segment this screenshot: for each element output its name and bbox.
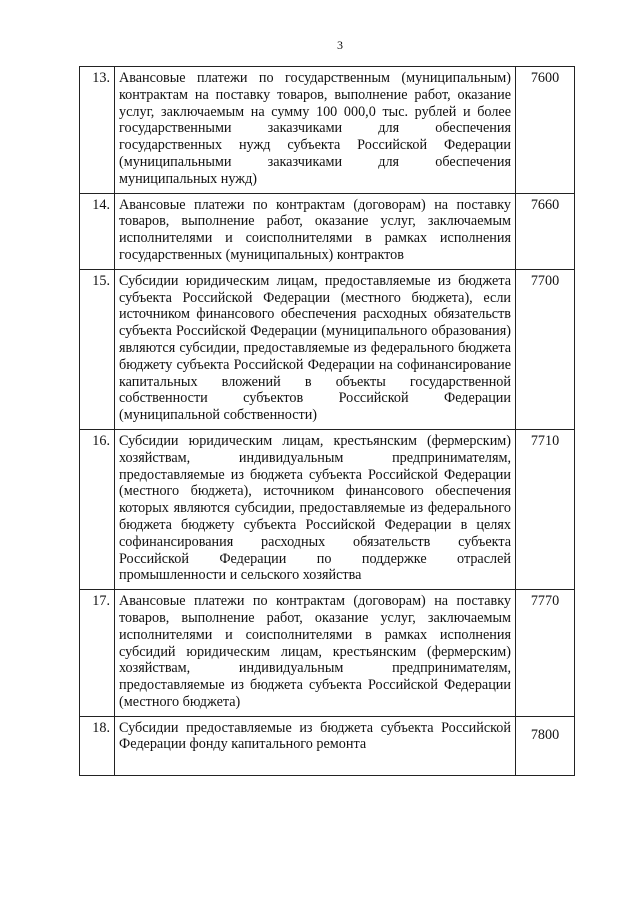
row-number: 14. xyxy=(80,193,115,269)
row-number: 17. xyxy=(80,590,115,717)
table-row xyxy=(80,716,575,775)
table-row xyxy=(80,269,575,429)
budget-codes-table xyxy=(79,66,575,776)
row-description: Авансовые платежи по контрактам (договорам) на поставку товаров, выполнение работ, оказание услуг, заключаемым исполнителями и соисполнителями в рамках исполнения государственных (муниципальных) контрактов xyxy=(115,193,516,269)
row-number: 13. xyxy=(80,67,115,194)
table-row xyxy=(80,193,575,269)
table-row xyxy=(80,67,575,194)
row-code: 7710 xyxy=(516,429,575,589)
row-description: Авансовые платежи по контрактам (договорам) на поставку товаров, выполнение работ, оказание услуг, заключаемым исполнителями и соисполнителями в рамках исполнения субсидий юридическим лицам, крестьянским (фермерским) хозяйствам, индивидуальным предпринимателям, предоставляемые из бюджета субъекта Российской Федерации (местного бюджета) xyxy=(115,590,516,717)
row-description: Авансовые платежи по государственным (муниципальным) контрактам на поставку товаров, выполнение работ, оказание услуг, заключаемым на сумму 100 000,0 тыс. рублей и более государственными заказчиками для обеспечения государственных нужд субъекта Российской Федерации (муниципальными заказчиками для обеспечения муниципальных нужд) xyxy=(115,67,516,194)
row-number: 18. xyxy=(80,716,115,775)
row-code: 7770 xyxy=(516,590,575,717)
row-description: Субсидии предоставляемые из бюджета субъекта Российской Федерации фонду капитального ремонта xyxy=(115,716,516,775)
table-row xyxy=(80,429,575,589)
page-number: 3 xyxy=(337,38,343,52)
row-code: 7600 xyxy=(516,67,575,194)
row-description: Субсидии юридическим лицам, крестьянским (фермерским) хозяйствам, индивидуальным предпринимателям, предоставляемые из бюджета субъекта Российской Федерации (местного бюджета), источником финансового обеспечения которых являются субсидии, предоставляемые из федерального бюджета бюджету субъекта Российской Федерации в целях софинансирования расходных обязательств субъекта Российской Федерации по поддержке отраслей промышленности и сельского хозяйства xyxy=(115,429,516,589)
row-code: 7660 xyxy=(516,193,575,269)
row-number: 15. xyxy=(80,269,115,429)
table-row xyxy=(80,590,575,717)
row-description: Субсидии юридическим лицам, предоставляемые из бюджета субъекта Российской Федерации (местного бюджета), если источником финансового обеспечения расходных обязательств субъекта Российской Федерации (муниципального образования) являются субсидии, предоставляемые из федерального бюджета бюджету субъекта Российской Федерации на софинансирование капитальных вложений в объекты государственной собственности субъектов Российской Федерации (муниципальной собственности) xyxy=(115,269,516,429)
row-number: 16. xyxy=(80,429,115,589)
row-code: 7700 xyxy=(516,269,575,429)
row-code: 7800 xyxy=(516,716,575,775)
